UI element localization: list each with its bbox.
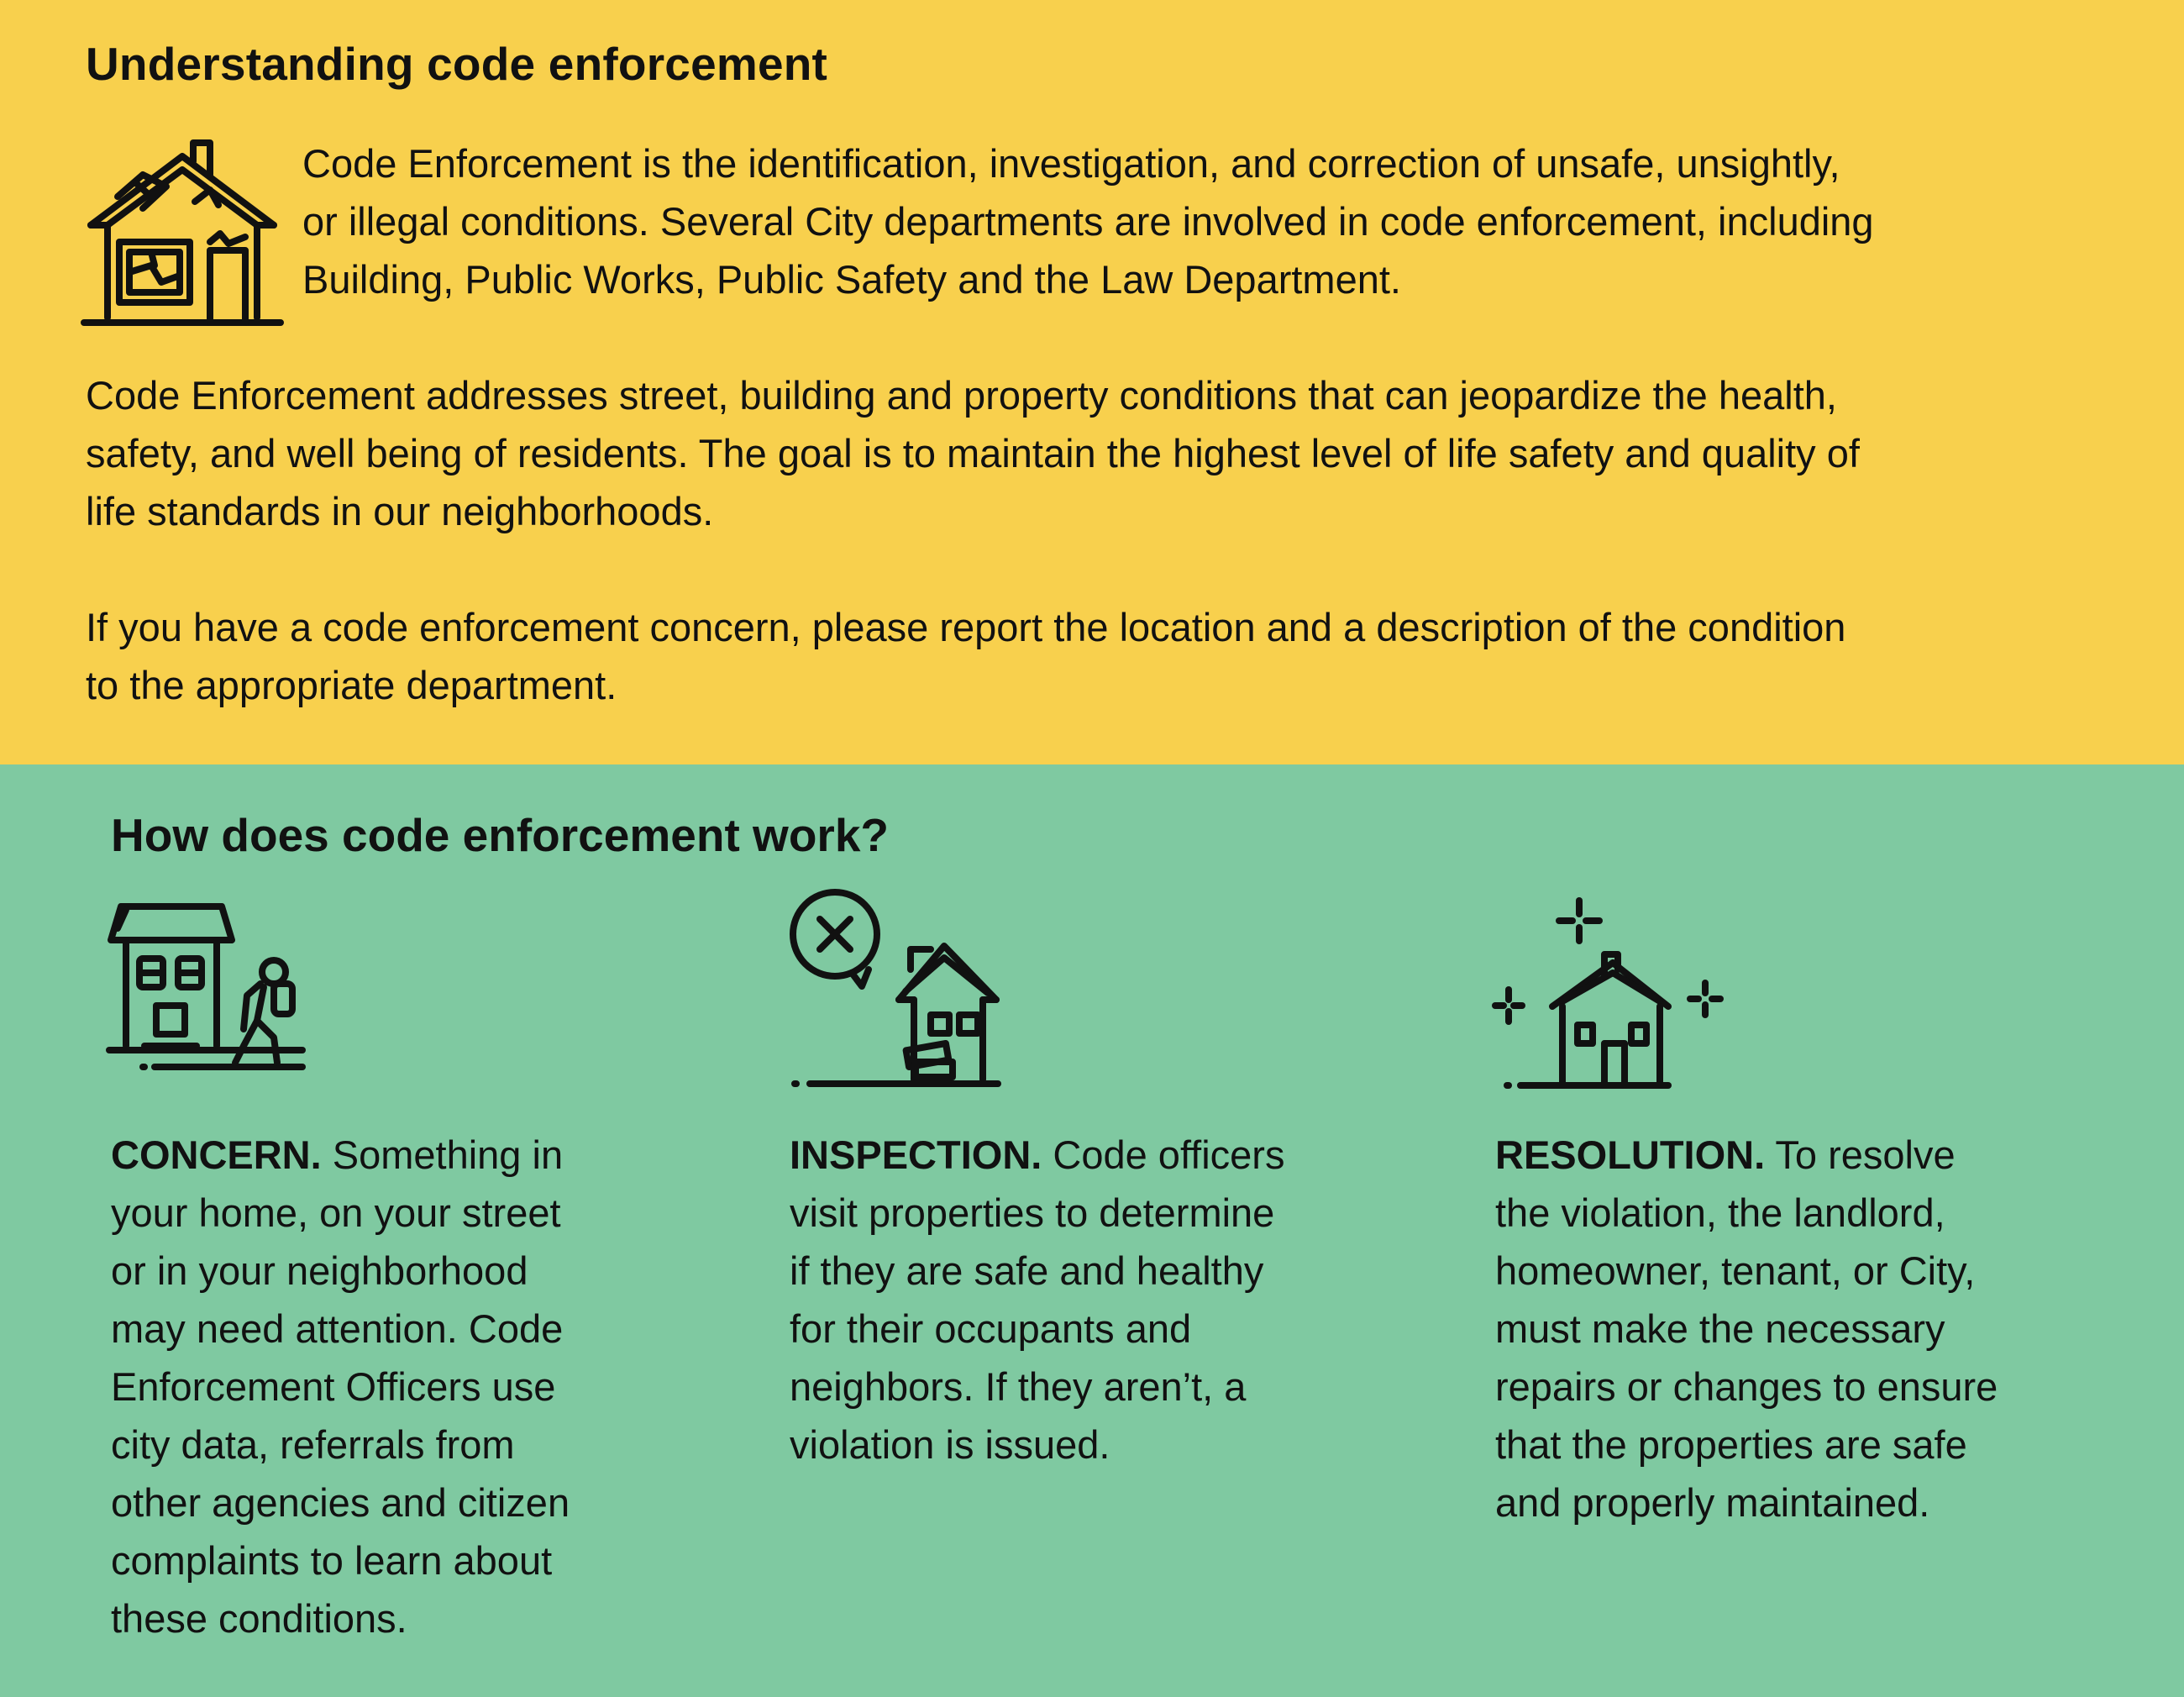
text-line: that the properties are safe <box>1495 1422 1967 1467</box>
step-concern <box>111 1126 665 1647</box>
text-line: Building, Public Works, Public Safety and the Law Department. <box>302 257 1401 302</box>
house-with-person-icon <box>109 903 311 1080</box>
text-line: repairs or changes to ensure <box>1495 1364 1998 1409</box>
step-label: INSPECTION. <box>790 1132 1042 1177</box>
text-line: or in your neighborhood <box>111 1248 528 1293</box>
text-line: Something in <box>321 1132 564 1177</box>
text-line: Code Enforcement is the identification, investigation, and correction of unsafe, unsightly, <box>302 141 1840 186</box>
text-line: to the appropriate department. <box>86 663 617 707</box>
intro-title: Understanding code enforcement <box>86 38 828 90</box>
text-line: visit properties to determine <box>790 1190 1275 1235</box>
text-line: or illegal conditions. Several City departments are involved in code enforcement, including <box>302 199 1874 244</box>
text-line: if they are safe and healthy <box>790 1248 1264 1293</box>
damaged-house-icon <box>84 150 281 328</box>
intro-paragraph-3 <box>86 598 2135 714</box>
step-inspection <box>790 1126 1378 1474</box>
how-title: How does code enforcement work? <box>111 809 890 861</box>
text-line: Enforcement Officers use <box>111 1364 556 1409</box>
text-line: life standards in our neighborhoods. <box>86 489 714 533</box>
text-line: city data, referrals from <box>111 1422 515 1467</box>
text-line: safety, and well being of residents. The goal is to maintain the highest level of life safety and quality of <box>86 431 1860 475</box>
text-line: your home, on your street <box>111 1190 561 1235</box>
step-resolution <box>1495 1126 2083 1532</box>
house-inspection-icon <box>788 891 998 1092</box>
text-line: neighbors. If they aren’t, a <box>790 1364 1247 1409</box>
text-line: Code officers <box>1042 1132 1285 1177</box>
text-line: If you have a code enforcement concern, please report the location and a description of the condition <box>86 605 1846 649</box>
how-section <box>0 764 2184 1697</box>
text-line: these conditions. <box>111 1596 407 1641</box>
text-line: for their occupants and <box>790 1306 1192 1351</box>
text-line: other agencies and citizen <box>111 1480 570 1525</box>
intro-paragraph-1 <box>302 134 2150 308</box>
intro-paragraph-2 <box>86 366 2135 540</box>
text-line: must make the necessary <box>1495 1306 1945 1351</box>
text-line: homeowner, tenant, or City, <box>1495 1248 1976 1293</box>
text-line: may need attention. Code <box>111 1306 564 1351</box>
text-line: Code Enforcement addresses street, building and property conditions that can jeopardize the health, <box>86 373 1837 418</box>
text-line: the violation, the landlord, <box>1495 1190 1945 1235</box>
text-line: complaints to learn about <box>111 1538 553 1583</box>
text-line: To resolve <box>1765 1132 1956 1177</box>
sparkling-house-icon <box>1495 899 1730 1092</box>
step-label: CONCERN. <box>111 1132 322 1177</box>
step-label: RESOLUTION. <box>1495 1132 1766 1177</box>
text-line: violation is issued. <box>790 1422 1110 1467</box>
text-line: and properly maintained. <box>1495 1480 1930 1525</box>
intro-section <box>0 0 2184 764</box>
